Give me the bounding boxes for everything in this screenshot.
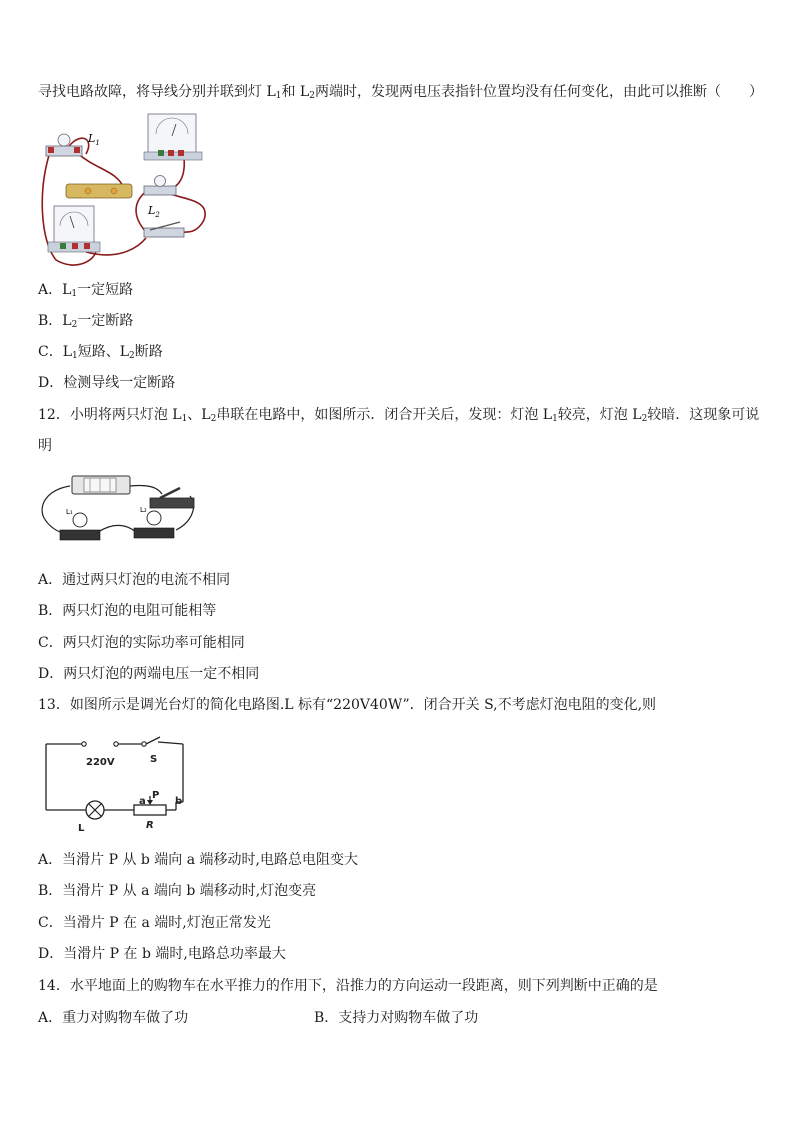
q12-option-c[interactable]: C．两只灯泡的实际功率可能相同	[38, 635, 245, 651]
q12-label-l1: L₁	[66, 508, 73, 516]
q12-option-a[interactable]: A．通过两只灯泡的电流不相同	[38, 572, 231, 588]
q11-option-b[interactable]: B．$L_2$一定断路	[38, 313, 134, 330]
battery	[66, 184, 132, 198]
q14-option-b[interactable]: B．支持力对购物车做了功	[314, 1010, 479, 1026]
label-b: b	[175, 796, 183, 807]
q12-switch	[150, 498, 194, 508]
lamp-l2-base	[144, 186, 176, 195]
label-l: L	[78, 823, 85, 832]
q11-option-d[interactable]: D．检测导线一定断路	[38, 375, 176, 391]
q13-circuit-diagram	[38, 736, 198, 832]
q14-stem: 14．水平地面上的购物车在水平推力的作用下，沿推力的方向运动一段距离，则下列判断中正确的是	[38, 978, 658, 994]
q13-option-d[interactable]: D．当滑片 P 在 b 端时,电路总功率最大	[38, 946, 286, 962]
q13-option-b[interactable]: B．当滑片 P 从 a 端向 b 端移动时,灯泡变亮	[38, 883, 317, 899]
q12-circuit-figure	[40, 470, 200, 550]
lamp-l2-bulb	[155, 176, 166, 187]
label-p: P	[152, 790, 160, 801]
label-r: R	[146, 820, 154, 831]
q12-stem-line1: 12．小明将两只灯泡 $L_1$、$L_2$串联在电路中，如图所示．闭合开关后，发现：灯泡 $L_1$较亮，灯泡 $L_2$较暗．这现象可说	[38, 407, 760, 424]
q12-stem-line2: 明	[38, 438, 52, 454]
switch-s	[146, 737, 160, 744]
q12-option-b[interactable]: B．两只灯泡的电阻可能相等	[38, 603, 217, 619]
lamp-l1-bulb	[58, 134, 70, 146]
q11-stem: 寻找电路故障，将导线分别并联到灯 $L_1$和 $L_2$两端时，发现两电压表指针位置均没有任何变化，由此可以推断（ ）	[38, 84, 763, 101]
label-l2: $L_2$	[148, 204, 160, 219]
q13-option-c[interactable]: C．当滑片 P 在 a 端时,灯泡正常发光	[38, 915, 271, 931]
q12-option-d[interactable]: D．两只灯泡的两端电压一定不相同	[38, 666, 260, 682]
q12-label-l2: L₂	[140, 506, 147, 514]
q11-option-a[interactable]: A．$L_1$一定短路	[38, 282, 134, 299]
q13-option-a[interactable]: A．当滑片 P 从 b 端向 a 端移动时,电路总电阻变大	[38, 852, 359, 868]
label-s: S	[150, 754, 158, 765]
q12-lamp-l1	[60, 530, 100, 540]
q12-lamp-l2	[134, 528, 174, 538]
q11-circuit-figure	[36, 110, 216, 270]
label-220v: 220V	[86, 757, 115, 768]
q13-stem: 13．如图所示是调光台灯的简化电路图.L 标有“220V40W”．闭合开关 S,不考虑灯泡电阻的变化,则	[38, 697, 657, 713]
q14-option-a[interactable]: A．重力对购物车做了功	[38, 1010, 189, 1026]
label-l1: $L_1$	[88, 132, 100, 147]
label-a: a	[139, 796, 146, 807]
q11-option-c[interactable]: C．$L_1$短路、$L_2$断路	[38, 344, 163, 361]
